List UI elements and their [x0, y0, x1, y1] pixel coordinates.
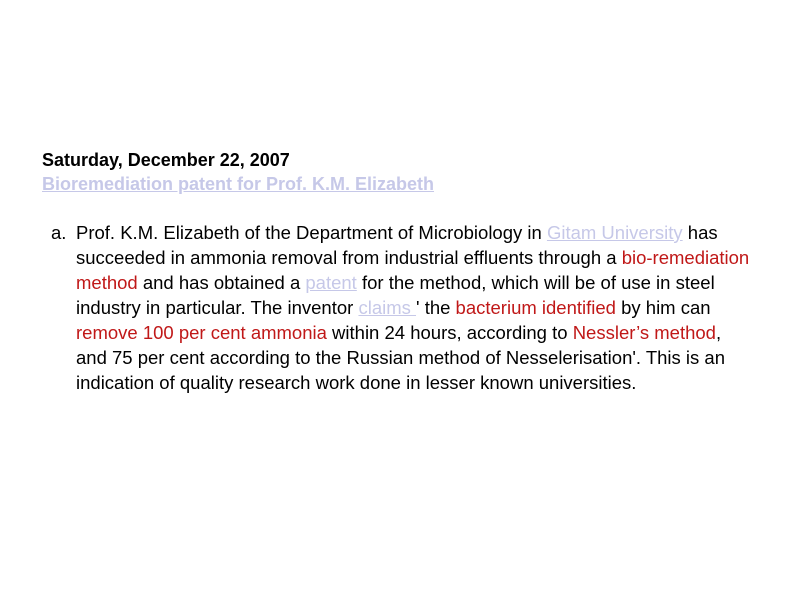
body-text: ' the — [416, 297, 456, 318]
gitam-university-link[interactable]: Gitam University — [546, 222, 683, 243]
nessler-method-highlight: Nessler’s method — [572, 322, 716, 343]
body-text: Prof. K.M. Elizabeth of the Department of Microbiology in — [76, 222, 547, 243]
post-date: Saturday, December 22, 2007 — [42, 150, 290, 170]
blog-post — [42, 148, 762, 395]
patent-link[interactable]: patent — [305, 272, 357, 293]
body-text: for the method, which will be of use in steel industry in particular. The inventor — [76, 272, 715, 318]
bacterium-highlight: bacterium identified — [455, 297, 616, 318]
body-text: and has obtained a — [137, 272, 306, 293]
post-title-link[interactable]: Bioremediation patent for Prof. K.M. Elizabeth — [42, 174, 435, 194]
post-body-list — [42, 220, 762, 395]
bio-remediation-highlight: bio-remediation method — [76, 247, 750, 293]
ammonia-removal-highlight: remove 100 per cent ammonia — [76, 322, 327, 343]
list-marker: a. — [51, 222, 67, 243]
body-text: within 24 hours, according to — [326, 322, 573, 343]
list-item — [42, 220, 756, 395]
body-text: , and 75 per cent according to the Russian method of Nesselerisation'. This is an indication of quality research work done in lesser known universities. — [76, 322, 725, 393]
body-text: by him can — [615, 297, 711, 318]
claims-link[interactable]: claims — [358, 297, 417, 318]
body-text: has succeeded in ammonia removal from industrial effluents through a — [76, 222, 718, 268]
